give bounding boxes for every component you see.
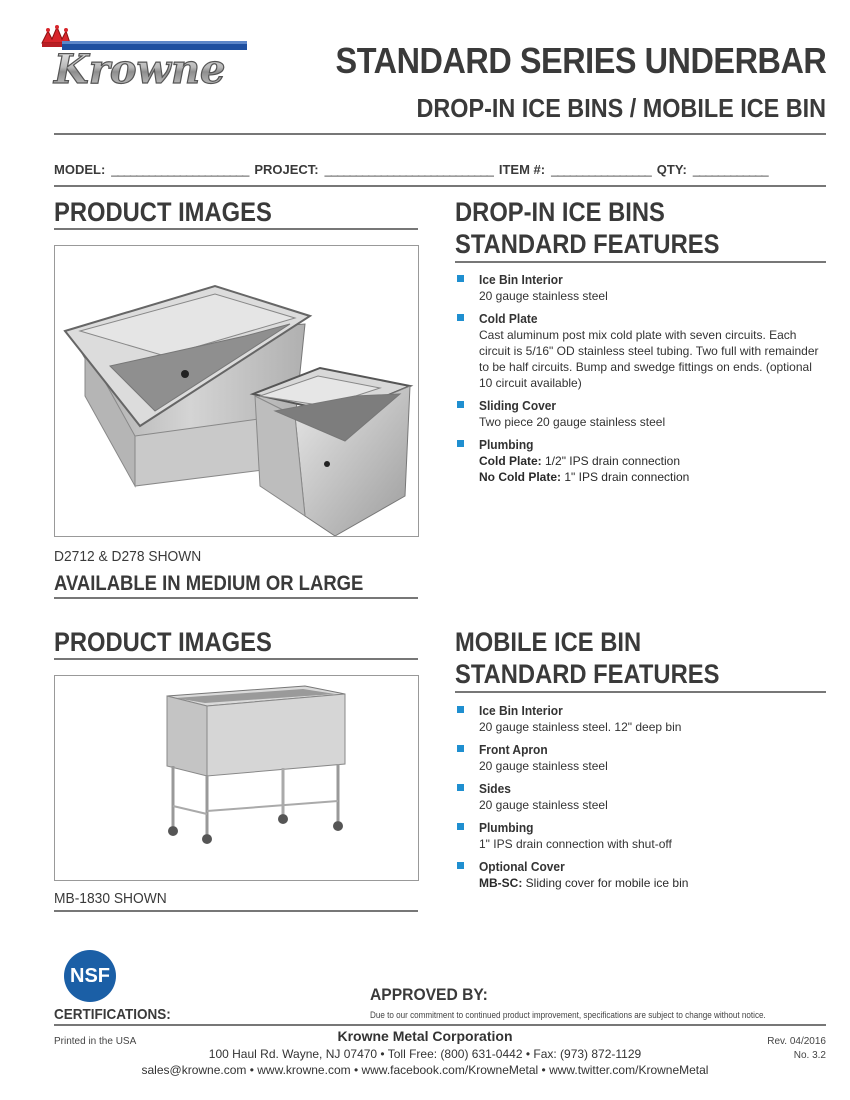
mobile-features-rule bbox=[455, 691, 826, 693]
qty-field[interactable]: ____________ bbox=[692, 162, 768, 177]
availability-rule bbox=[54, 597, 418, 599]
info-divider bbox=[54, 185, 826, 187]
optional-cover-detail: MB-SC: Sliding cover for mobile ice bin bbox=[479, 876, 689, 890]
section2-images-heading: PRODUCT IMAGES bbox=[54, 627, 272, 657]
feature-plumbing bbox=[455, 820, 825, 852]
feature-plumbing bbox=[455, 437, 825, 485]
mobile-features-heading-1: MOBILE ICE BIN bbox=[455, 627, 642, 657]
drop-in-features-heading-1: DROP-IN ICE BINS bbox=[455, 197, 665, 227]
bullet-icon bbox=[457, 784, 464, 791]
feature-description: 1" IPS drain connection with shut-off bbox=[479, 837, 672, 851]
section1-image-caption: D2712 & D278 SHOWN bbox=[54, 548, 202, 565]
project-label: PROJECT: bbox=[254, 162, 319, 177]
plumbing-no-cold-plate: No Cold Plate: 1" IPS drain connection bbox=[479, 470, 690, 484]
section2-image-caption: MB-1830 SHOWN bbox=[54, 890, 167, 907]
feature-name: Sliding Cover bbox=[479, 398, 557, 413]
company-links[interactable]: sales@krowne.com • www.krowne.com • www.facebook.com/KrowneMetal • www.twitter.com/KrowneMetal bbox=[141, 1063, 709, 1077]
footer-divider bbox=[54, 1024, 826, 1026]
feature-description: Cast aluminum post mix cold plate with seven circuits. Each circuit is 5/16" OD stainless steel tubing. Two full with remainder to be half circuits. Bump and swedge fittings on ends. (optional 10 circuit available) bbox=[479, 328, 819, 390]
document-number: No. 3.2 bbox=[793, 1050, 826, 1061]
qty-label: QTY: bbox=[656, 162, 687, 177]
drop-in-features-heading-2: STANDARD FEATURES bbox=[455, 229, 720, 259]
feature-description: 20 gauge stainless steel bbox=[479, 759, 608, 773]
bullet-icon bbox=[457, 862, 464, 869]
company-address: 100 Haul Rd. Wayne, NJ 07470 • Toll Free: (800) 631-0442 • Fax: (973) 872-1129 bbox=[208, 1047, 642, 1061]
feature-name: Plumbing bbox=[479, 820, 534, 835]
mobile-features-heading-2: STANDARD FEATURES bbox=[455, 659, 720, 689]
section1-images-heading: PRODUCT IMAGES bbox=[54, 197, 272, 227]
bullet-icon bbox=[457, 275, 464, 282]
bullet-icon bbox=[457, 745, 464, 752]
printed-in-usa: Printed in the USA bbox=[54, 1036, 137, 1047]
section2-caption-rule bbox=[54, 910, 418, 912]
project-field[interactable]: ___________________________ bbox=[324, 162, 493, 177]
mobile-ice-bin-image bbox=[54, 675, 419, 881]
bullet-icon bbox=[457, 440, 464, 447]
feature-name: Sides bbox=[479, 781, 511, 796]
feature-optional-cover bbox=[455, 859, 825, 891]
section2-images-rule bbox=[54, 658, 418, 660]
feature-description: 20 gauge stainless steel bbox=[479, 289, 608, 303]
plumbing-cold-plate: Cold Plate: 1/2" IPS drain connection bbox=[479, 454, 681, 468]
item-label: ITEM #: bbox=[498, 162, 546, 177]
drop-in-ice-bins-image bbox=[54, 245, 419, 537]
model-label: MODEL: bbox=[54, 162, 106, 177]
feature-name: Plumbing bbox=[479, 437, 534, 452]
disclaimer-text: Due to our commitment to continued product improvement, specifications are subject to change without notice. bbox=[370, 1010, 766, 1020]
feature-description: 20 gauge stainless steel. 12" deep bin bbox=[479, 720, 682, 734]
bullet-icon bbox=[457, 401, 464, 408]
feature-name: Ice Bin Interior bbox=[479, 272, 563, 287]
certifications-label: CERTIFICATIONS: bbox=[54, 1006, 171, 1023]
bullet-icon bbox=[457, 314, 464, 321]
feature-cold-plate bbox=[455, 311, 825, 391]
document-title: STANDARD SERIES UNDERBAR bbox=[335, 40, 826, 81]
bullet-icon bbox=[457, 706, 464, 713]
feature-description: 20 gauge stainless steel bbox=[479, 798, 608, 812]
drop-in-features-list bbox=[455, 272, 825, 492]
feature-sides bbox=[455, 781, 825, 813]
feature-sliding-cover bbox=[455, 398, 825, 430]
bullet-icon bbox=[457, 823, 464, 830]
item-field[interactable]: ________________ bbox=[551, 162, 651, 177]
company-name: Krowne Metal Corporation bbox=[337, 1028, 513, 1044]
feature-front-apron bbox=[455, 742, 825, 774]
drop-in-features-rule bbox=[455, 261, 826, 263]
feature-name: Cold Plate bbox=[479, 311, 538, 326]
model-field[interactable]: ______________________ bbox=[111, 162, 249, 177]
header-divider bbox=[54, 133, 826, 135]
feature-ice-bin-interior bbox=[455, 703, 825, 735]
availability-note: AVAILABLE IN MEDIUM OR LARGE bbox=[54, 572, 364, 595]
krowne-logo bbox=[40, 25, 255, 90]
feature-name: Front Apron bbox=[479, 742, 548, 757]
feature-ice-bin-interior bbox=[455, 272, 825, 304]
revision-date: Rev. 04/2016 bbox=[767, 1036, 826, 1047]
approved-by-label: APPROVED BY: bbox=[370, 985, 488, 1004]
nsf-certification-icon: NSF bbox=[64, 950, 116, 1002]
revision-info bbox=[767, 1035, 826, 1063]
order-info-row bbox=[54, 162, 826, 177]
feature-name: Optional Cover bbox=[479, 859, 565, 874]
feature-name: Ice Bin Interior bbox=[479, 703, 563, 718]
document-subtitle: DROP-IN ICE BINS / MOBILE ICE BIN bbox=[416, 93, 826, 123]
feature-description: Two piece 20 gauge stainless steel bbox=[479, 415, 666, 429]
section1-images-rule bbox=[54, 228, 418, 230]
svg-text:Krowne: Krowne bbox=[54, 46, 226, 90]
mobile-features-list bbox=[455, 703, 825, 898]
